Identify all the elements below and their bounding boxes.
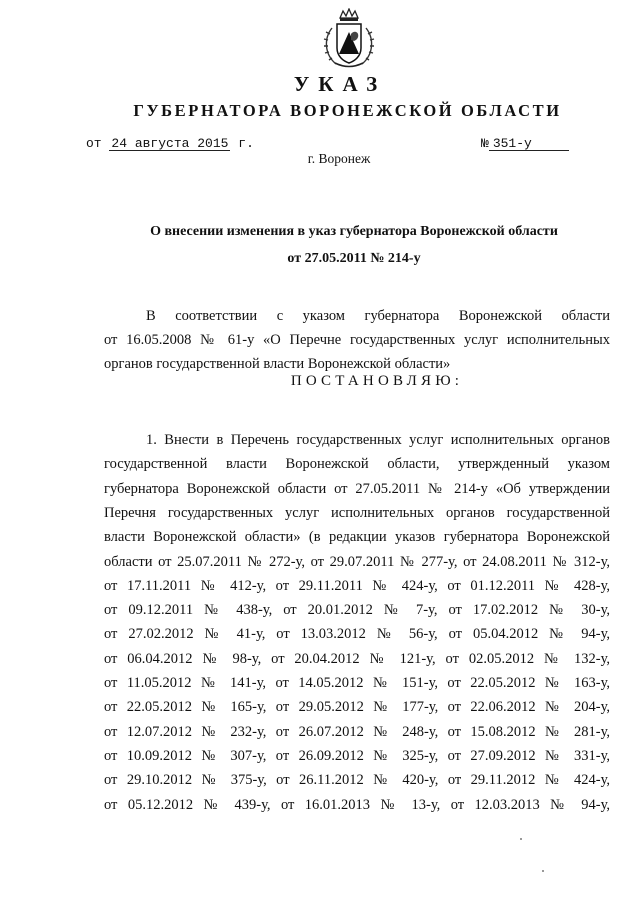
body-line: области от 25.07.2011 № 272-у, от 29.07.2011 № 277-у, от 24.08.2011 № 312-у, xyxy=(104,553,610,570)
body-line: от 11.05.2012 № 141-у, от 14.05.2012 № 151-у, от 22.05.2012 № 163-у, xyxy=(104,675,610,691)
scan-speck xyxy=(520,838,522,840)
body-line: от 22.05.2012 № 165-у, от 29.05.2012 № 177-у, от 22.06.2012 № 204-у, xyxy=(104,699,610,716)
body-line: от 27.02.2012 № 41-у, от 13.03.2012 № 56-у, от 05.04.2012 № 94-у, xyxy=(104,626,610,643)
body-line: власти Воронежской области» (в редакции указов губернатора Воронежской xyxy=(104,529,610,546)
body-line: 1. Внести в Перечень государственных услуг исполнительных органов xyxy=(146,432,610,448)
scan-speck xyxy=(542,870,544,872)
preamble-line-1: В соответствии с указом губернатора Воронежской области xyxy=(146,308,610,324)
decree-issuer: ГУБЕРНАТОРА ВОРОНЕЖСКОЙ ОБЛАСТИ xyxy=(133,101,562,120)
body-line: от 29.10.2012 № 375-у, от 26.11.2012 № 420-у, от 29.11.2012 № 424-у, xyxy=(104,772,610,789)
decree-number xyxy=(481,136,569,151)
coat-of-arms-icon xyxy=(318,8,380,72)
body-line: государственной власти Воронежской области, утвержденный указом xyxy=(104,456,610,473)
city: г. Воронеж xyxy=(307,151,371,166)
subject-line-1: О внесении изменения в указ губернатора Воронежской области xyxy=(150,224,558,239)
body-line: губернатора Воронежской области от 27.05.2011 № 214-у «Об утверждении xyxy=(104,480,610,497)
decree-title: УКАЗ xyxy=(293,72,387,96)
body-line: Перечня государственных услуг исполнительных органов государственной xyxy=(104,504,610,521)
resolution-word: ПОСТАНОВЛЯЮ: xyxy=(290,373,464,389)
body-line: от 12.07.2012 № 232-у, от 26.07.2012 № 248-у, от 15.08.2012 № 281-у, xyxy=(104,723,610,740)
date-value: 24 августа 2015 xyxy=(111,136,229,151)
date-prefix: от xyxy=(86,136,102,151)
preamble-line-3: органов государственной власти Воронежской области» xyxy=(104,356,451,372)
body-line: от 17.11.2011 № 412-у, от 29.11.2011 № 424-у, от 01.12.2011 № 428-у, xyxy=(104,577,610,594)
subject-line-2: от 27.05.2011 № 214-у xyxy=(287,251,421,266)
body-line: от 09.12.2011 № 438-у, от 20.01.2012 № 7-у, от 17.02.2012 № 30-у, xyxy=(104,602,610,619)
preamble-line-2: от 16.05.2008 № 61-у «О Перечне государственных услуг исполнительных xyxy=(104,332,610,348)
body-line: от 06.04.2012 № 98-у, от 20.04.2012 № 121-у, от 02.05.2012 № 132-у, xyxy=(104,650,610,667)
body-line: от 10.09.2012 № 307-у, от 26.09.2012 № 325-у, от 27.09.2012 № 331-у, xyxy=(104,747,610,764)
number-value: 351-у xyxy=(489,137,569,151)
number-prefix: № xyxy=(481,136,489,151)
decree-date xyxy=(86,136,254,151)
date-suffix: г. xyxy=(238,136,254,151)
body-line: от 05.12.2012 № 439-у, от 16.01.2013 № 13-у, от 12.03.2013 № 94-у, xyxy=(104,796,610,813)
